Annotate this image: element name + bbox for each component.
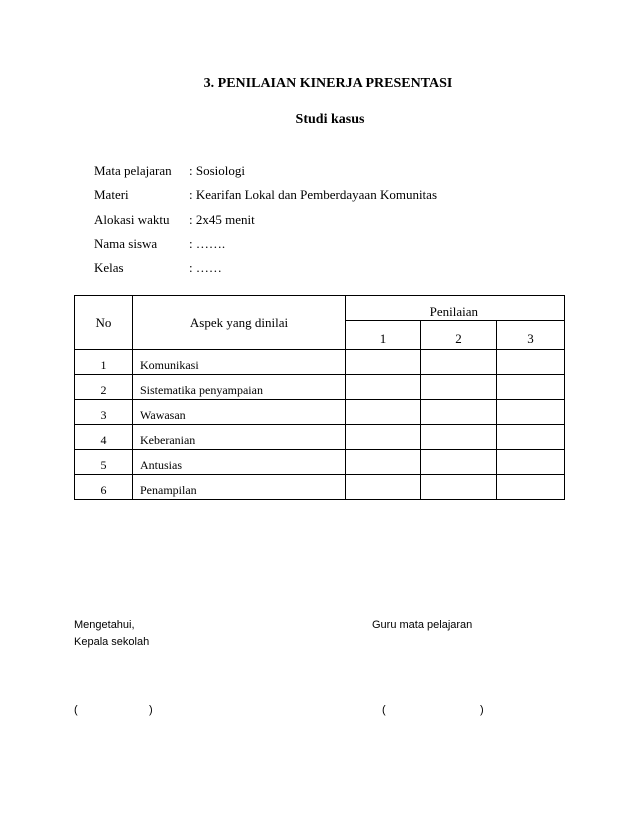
document-title: 3. PENILAIAN KINERJA PRESENTASI	[203, 76, 453, 91]
score-cell[interactable]	[497, 450, 565, 475]
score-cell[interactable]	[421, 475, 497, 500]
score-cell[interactable]	[346, 400, 421, 425]
score-cell[interactable]	[346, 375, 421, 400]
row-no: 2	[75, 375, 133, 400]
signature-left-paren-close: )	[149, 704, 153, 716]
score-cell[interactable]	[497, 375, 565, 400]
header-score-3: 3	[497, 321, 565, 350]
info-label-material: Materi	[94, 187, 129, 202]
row-aspect: Penampilan	[133, 475, 346, 500]
info-value-student-name: : …….	[189, 236, 226, 251]
signature-right-paren-close: )	[480, 704, 484, 716]
table-row	[75, 375, 565, 400]
info-label-class: Kelas	[94, 260, 124, 275]
table-row	[75, 400, 565, 425]
info-label-student-name: Nama siswa	[94, 236, 158, 251]
info-value-material: : Kearifan Lokal dan Pemberdayaan Komunitas	[189, 187, 437, 202]
score-cell[interactable]	[346, 350, 421, 375]
row-no: 3	[75, 400, 133, 425]
score-cell[interactable]	[497, 350, 565, 375]
header-score: Penilaian	[346, 296, 565, 321]
document-subtitle: Studi kasus	[295, 112, 365, 127]
score-cell[interactable]	[346, 475, 421, 500]
row-aspect: Wawasan	[133, 400, 346, 425]
score-cell[interactable]	[421, 350, 497, 375]
header-score-1: 1	[346, 321, 421, 350]
row-aspect: Keberanian	[133, 425, 346, 450]
score-cell[interactable]	[421, 400, 497, 425]
score-cell[interactable]	[421, 425, 497, 450]
score-cell[interactable]	[497, 425, 565, 450]
row-aspect: Sistematika penyampaian	[133, 375, 346, 400]
row-aspect: Antusias	[133, 450, 346, 475]
row-aspect: Komunikasi	[133, 350, 346, 375]
score-cell[interactable]	[497, 475, 565, 500]
signature-left-line1: Mengetahui,	[74, 619, 135, 631]
score-cell[interactable]	[497, 400, 565, 425]
row-no: 6	[75, 475, 133, 500]
row-no: 5	[75, 450, 133, 475]
table-row	[75, 475, 565, 500]
info-value-time: : 2x45 menit	[189, 212, 255, 227]
header-score-2: 2	[421, 321, 497, 350]
header-no: No	[75, 296, 133, 350]
info-value-class: : ……	[189, 260, 222, 275]
score-cell[interactable]	[421, 375, 497, 400]
table-row	[75, 450, 565, 475]
signature-left-paren-open: (	[74, 704, 78, 716]
signature-right-paren-open: (	[382, 704, 386, 716]
signature-left-line2: Kepala sekolah	[74, 636, 150, 648]
table-row	[75, 350, 565, 375]
row-no: 1	[75, 350, 133, 375]
score-cell[interactable]	[346, 425, 421, 450]
info-label-subject: Mata pelajaran	[94, 163, 172, 178]
signature-right-line1: Guru mata pelajaran	[372, 619, 473, 631]
assessment-table	[74, 295, 565, 500]
score-cell[interactable]	[421, 450, 497, 475]
info-value-subject: : Sosiologi	[189, 163, 245, 178]
score-cell[interactable]	[346, 450, 421, 475]
row-no: 4	[75, 425, 133, 450]
header-aspect: Aspek yang dinilai	[133, 296, 346, 350]
info-label-time: Alokasi waktu	[94, 212, 170, 227]
table-row	[75, 425, 565, 450]
